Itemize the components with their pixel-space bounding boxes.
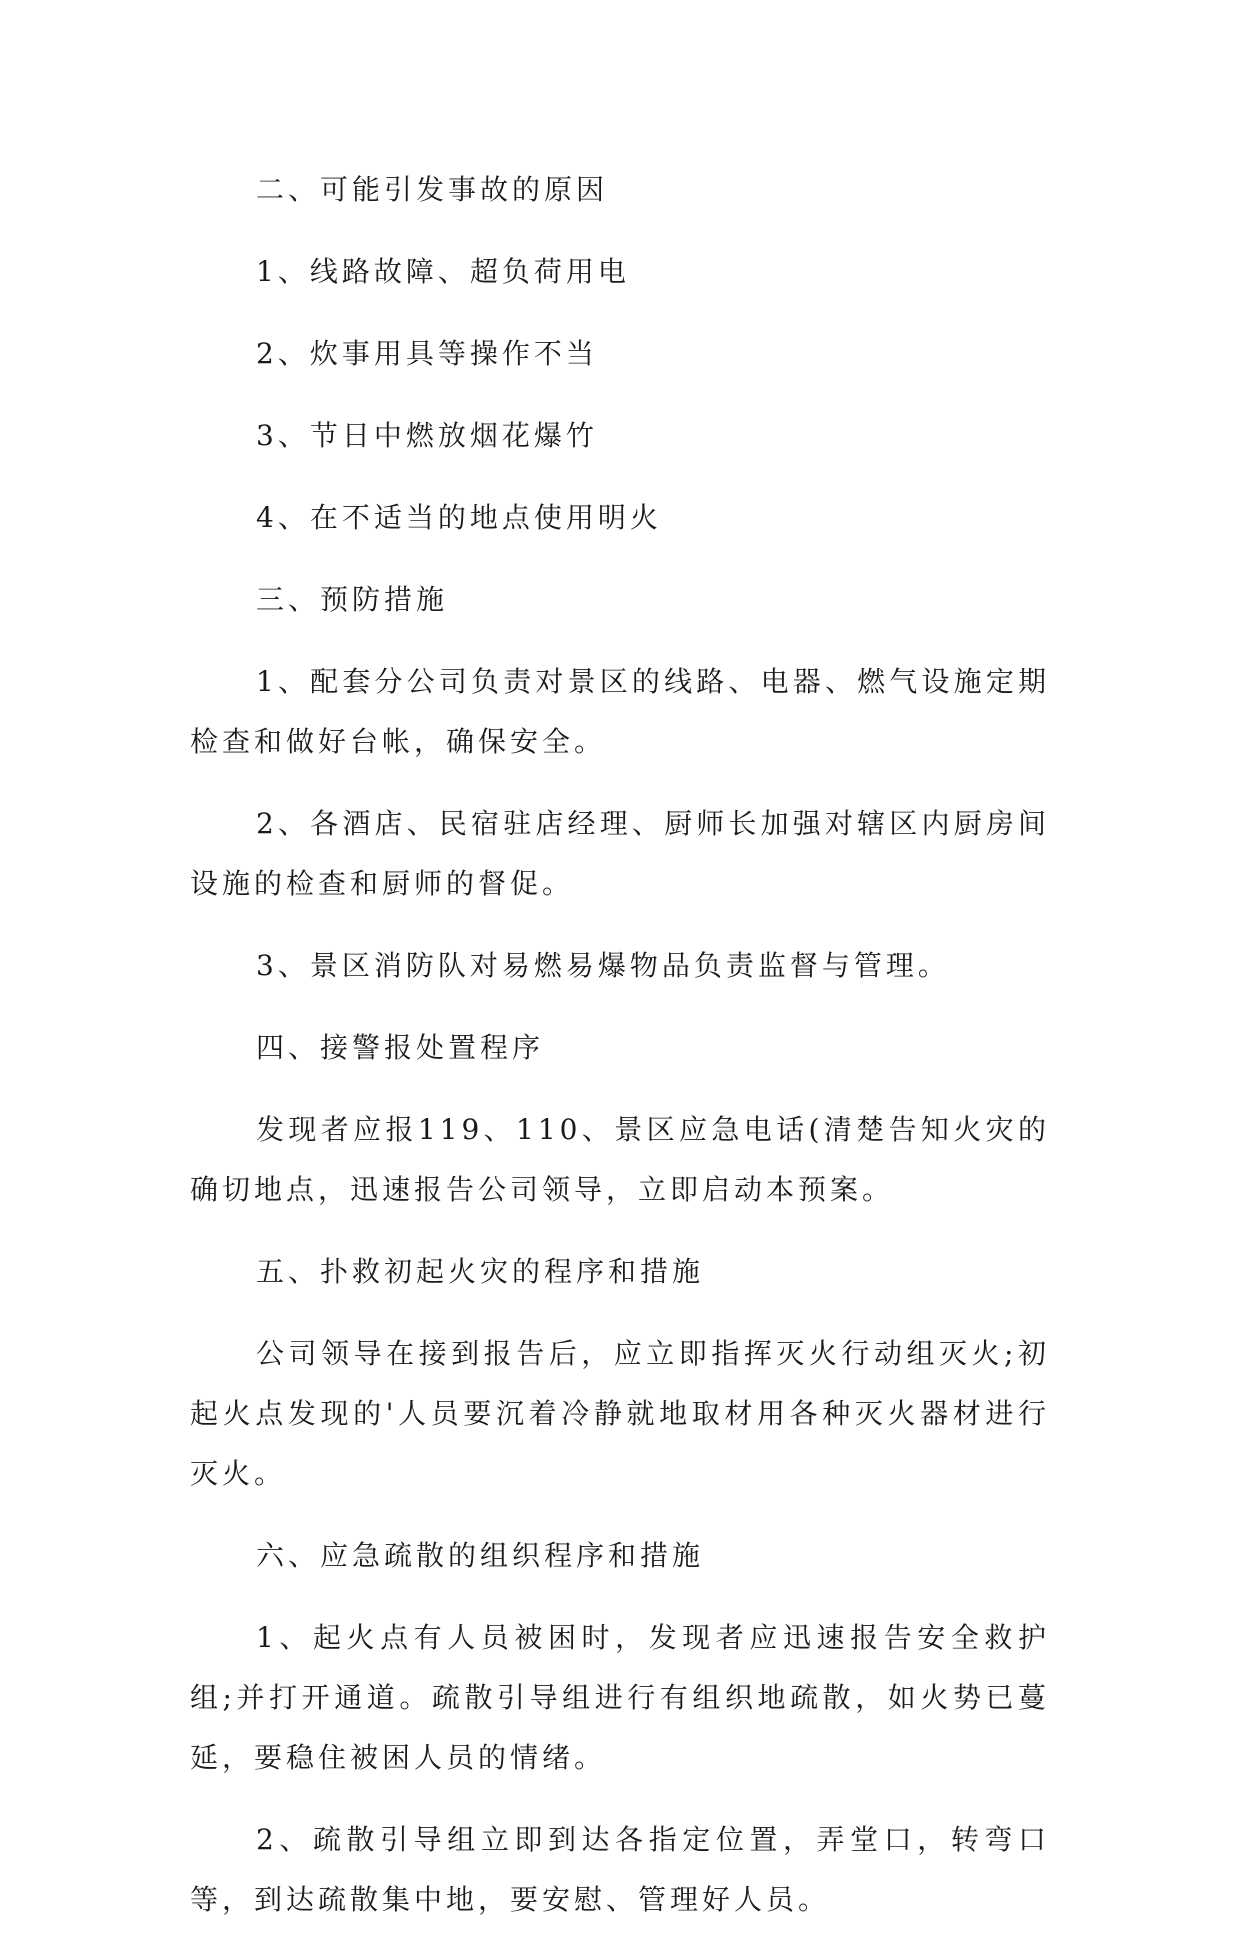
- prevention-item-3: 3、景区消防队对易燃易爆物品负责监督与管理。: [256, 949, 950, 982]
- cause-item-1: 1、线路故障、超负荷用电: [256, 255, 630, 288]
- cause-item-2: 2、炊事用具等操作不当: [256, 337, 598, 370]
- cause-item-4: 4、在不适当的地点使用明火: [256, 501, 662, 534]
- heading-prevention: 三、预防措施: [256, 583, 449, 616]
- heading-firefighting: 五、扑救初起火灾的程序和措施: [256, 1255, 705, 1288]
- heading-accident-causes: 二、可能引发事故的原因: [256, 173, 609, 206]
- document-body: [190, 160, 1050, 1952]
- alarm-procedure-text: 发现者应报119、110、景区应急电话(清楚告知火灾的确切地点，迅速报告公司领导，立即启动本预案。: [190, 1113, 1050, 1206]
- evacuation-item-2: 2、疏散引导组立即到达各指定位置，弄堂口，转弯口等，到达疏散集中地，要安慰、管理好人员。: [190, 1823, 1050, 1916]
- cause-item-3: 3、节日中燃放烟花爆竹: [256, 419, 598, 452]
- prevention-item-1: 1、配套分公司负责对景区的线路、电器、燃气设施定期检查和做好台帐，确保安全。: [190, 665, 1050, 758]
- heading-evacuation: 六、应急疏散的组织程序和措施: [256, 1539, 705, 1572]
- prevention-item-2: 2、各酒店、民宿驻店经理、厨师长加强对辖区内厨房间设施的检查和厨师的督促。: [190, 807, 1050, 900]
- evacuation-item-1: 1、起火点有人员被困时，发现者应迅速报告安全救护组;并打开通道。疏散引导组进行有组织地疏散，如火势已蔓延，要稳住被困人员的情绪。: [190, 1621, 1050, 1774]
- firefighting-text: 公司领导在接到报告后，应立即指挥灭火行动组灭火;初起火点发现的'人员要沉着冷静就地取材用各种灭火器材进行灭火。: [190, 1337, 1050, 1490]
- heading-alarm-procedure: 四、接警报处置程序: [256, 1031, 545, 1064]
